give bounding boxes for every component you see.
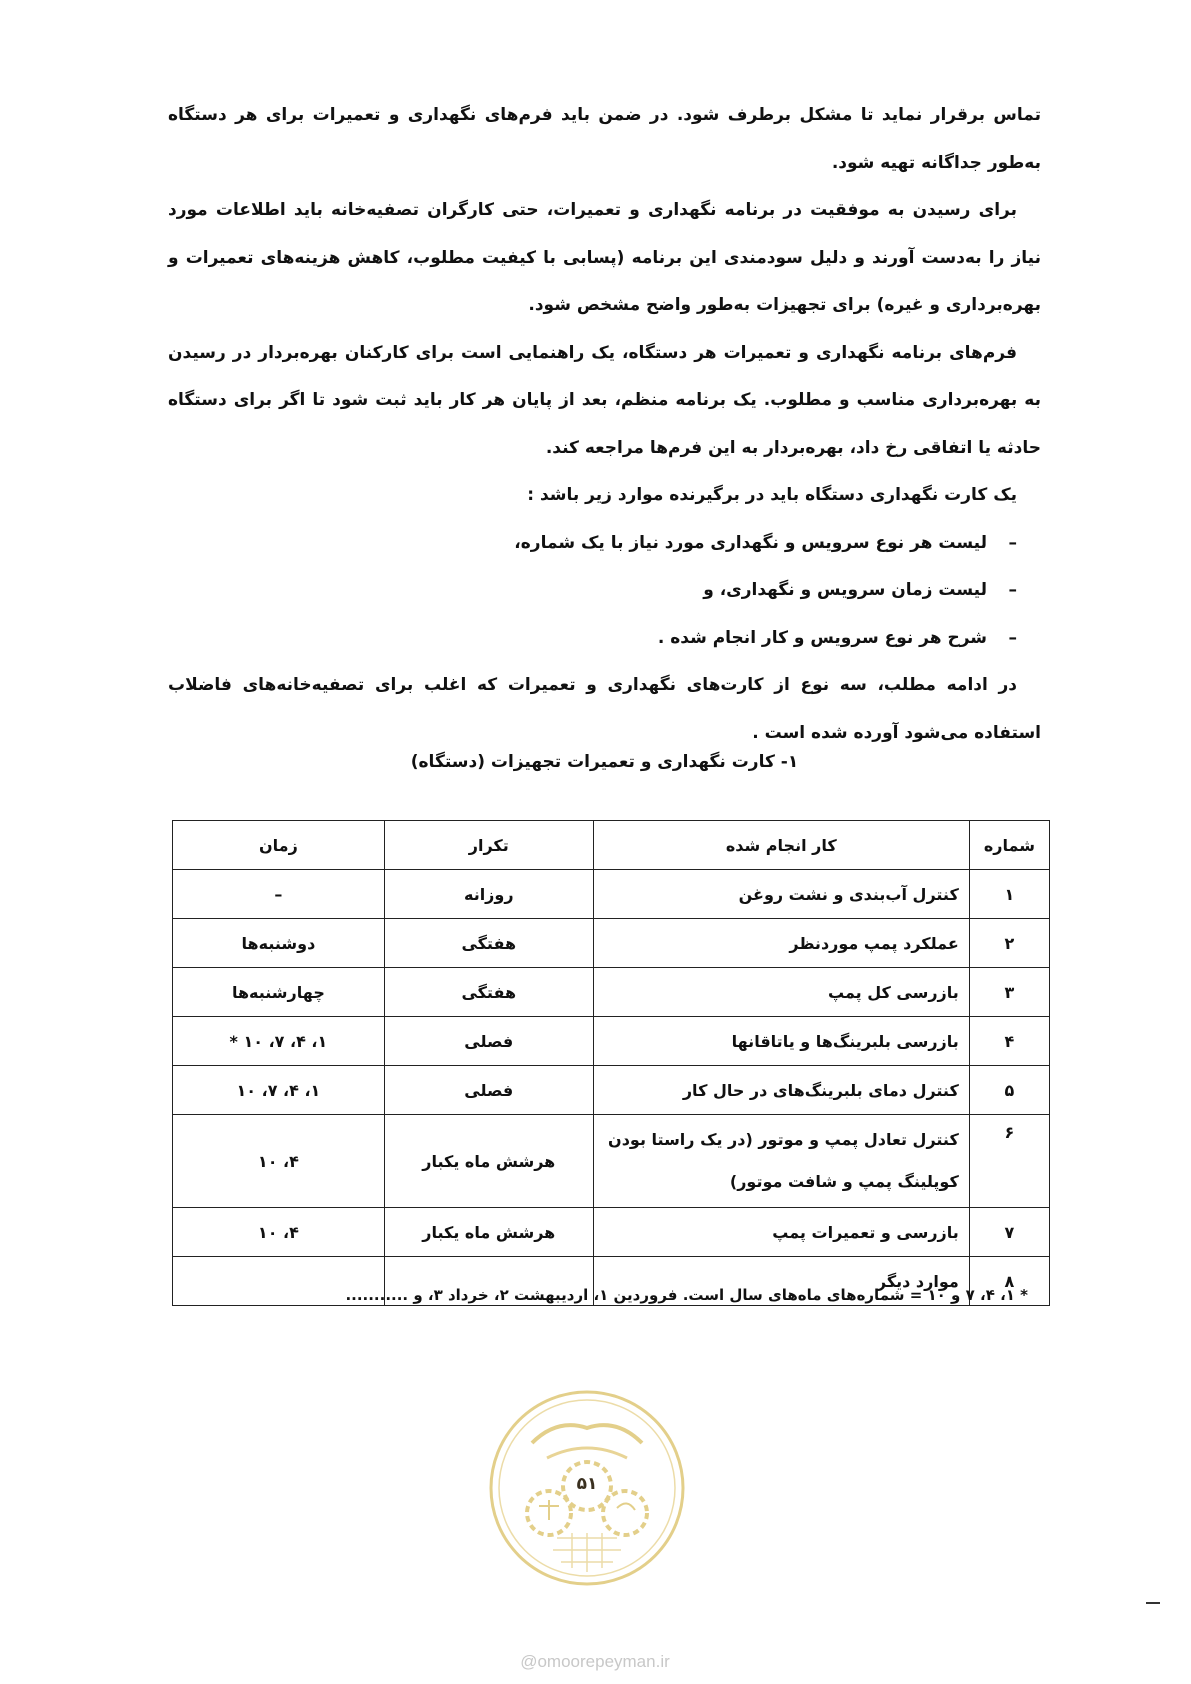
table-row bbox=[173, 968, 1050, 1017]
page-number: ۵۱ bbox=[576, 1474, 598, 1494]
cell-time: ۴، ۱۰ bbox=[173, 1208, 385, 1257]
cell-number: ۷ bbox=[969, 1208, 1049, 1257]
watermark-text: @omoorepeyman.ir bbox=[520, 1652, 670, 1671]
table-header-row bbox=[173, 821, 1050, 870]
header-frequency: تکرار bbox=[384, 821, 593, 870]
table-row bbox=[173, 870, 1050, 919]
body-text bbox=[168, 92, 1041, 757]
paragraph-5: در ادامه مطلب، سه نوع از کارت‌های نگهداری و تعمیرات که اغلب برای تصفیه‌خانه‌های فاضلاب استفاده می‌شود آورده شده است . bbox=[168, 675, 1041, 743]
maintenance-card-table bbox=[172, 820, 1050, 1306]
header-number: شماره bbox=[969, 821, 1049, 870]
cell-frequency: هرشش ماه یکبار bbox=[384, 1208, 593, 1257]
list-item: –لیست زمان سرویس و نگهداری، و bbox=[168, 567, 1017, 615]
table-row bbox=[173, 1208, 1050, 1257]
table-footnote: * ۱، ۴، ۷ و ۱۰ = شماره‌های ماه‌های سال است. فروردین ۱، اردیبهشت ۲، خرداد ۳، و ........... bbox=[345, 1286, 1028, 1304]
cell-task: موارد دیگر bbox=[593, 1257, 969, 1306]
cell-task: بازرسی بلبرینگ‌ها و یاتاقانها bbox=[593, 1017, 969, 1066]
cell-task: عملکرد پمپ موردنظر bbox=[593, 919, 969, 968]
cell-task: بازرسی و تعمیرات پمپ bbox=[593, 1208, 969, 1257]
cell-task: بازرسی کل پمپ bbox=[593, 968, 969, 1017]
omoor-peyman-seal bbox=[487, 1388, 687, 1588]
cell-frequency: هرشش ماه یکبار bbox=[384, 1115, 593, 1208]
cell-number: ۳ bbox=[969, 968, 1049, 1017]
table-row bbox=[173, 919, 1050, 968]
cell-number: ۸ bbox=[969, 1257, 1049, 1306]
cell-frequency: روزانه bbox=[384, 870, 593, 919]
paragraph-3: فرم‌های برنامه نگهداری و تعمیرات هر دستگاه، یک راهنمایی است برای کارکنان بهره‌بردار در رسیدن به بهره‌برداری مناسب و مطلوب. یک برنامه منظم، بعد از پایان هر کار باید ثبت شود تا اگر برای دستگاه حادثه یا اتفاقی رخ داد، بهره‌بردار به این فرم‌ها مراجعه کند. bbox=[168, 342, 1041, 458]
cell-number: ۴ bbox=[969, 1017, 1049, 1066]
table-row bbox=[173, 1017, 1050, 1066]
header-task: کار انجام شده bbox=[593, 821, 969, 870]
cell-task: کنترل آب‌بندی و نشت روغن bbox=[593, 870, 969, 919]
table-row bbox=[173, 1115, 1050, 1208]
bullet-dash: – bbox=[1008, 627, 1017, 648]
list-item: –لیست هر نوع سرویس و نگهداری مورد نیاز با یک شماره، bbox=[168, 520, 1017, 568]
cell-number: ۶ bbox=[969, 1115, 1049, 1208]
cell-frequency: فصلی bbox=[384, 1017, 593, 1066]
cell-number: ۲ bbox=[969, 919, 1049, 968]
paragraph-1: تماس برقرار نماید تا مشکل برطرف شود. در ضمن باید فرم‌های نگهداری و تعمیرات برای هر دستگاه به‌طور جداگانه تهیه شود. bbox=[168, 105, 1041, 173]
cell-time: ۴، ۱۰ bbox=[173, 1115, 385, 1208]
bullet-dash: – bbox=[1008, 532, 1017, 553]
cell-time: ۱، ۴، ۷، ۱۰ bbox=[173, 1066, 385, 1115]
cell-number: ۵ bbox=[969, 1066, 1049, 1115]
cell-frequency: هفتگی bbox=[384, 968, 593, 1017]
cell-number: ۱ bbox=[969, 870, 1049, 919]
cell-frequency: فصلی bbox=[384, 1066, 593, 1115]
cell-time: دوشنبه‌ها bbox=[173, 919, 385, 968]
list-item: –شرح هر نوع سرویس و کار انجام شده . bbox=[168, 615, 1017, 663]
table-row bbox=[173, 1066, 1050, 1115]
header-time: زمان bbox=[173, 821, 385, 870]
cell-task: کنترل دمای بلبرینگ‌های در حال کار bbox=[593, 1066, 969, 1115]
paragraph-4: یک کارت نگهداری دستگاه باید در برگیرنده موارد زیر باشد : bbox=[527, 485, 1017, 505]
cell-time: ۱، ۴، ۷، ۱۰ * bbox=[173, 1017, 385, 1066]
cell-frequency: هفتگی bbox=[384, 919, 593, 968]
margin-mark bbox=[1146, 1602, 1160, 1604]
cell-task: کنترل تعادل پمپ و موتور (در یک راستا بودن کوپلینگ پمپ و شافت موتور) bbox=[593, 1115, 969, 1208]
cell-time: چهارشنبه‌ها bbox=[173, 968, 385, 1017]
table-caption: ۱- کارت نگهداری و تعمیرات تجهیزات (دستگاه) bbox=[410, 752, 799, 772]
bullet-dash: – bbox=[1008, 580, 1017, 600]
paragraph-2: برای رسیدن به موفقیت در برنامه نگهداری و تعمیرات، حتی کارگران تصفیه‌خانه باید اطلاعات مورد نیاز را به‌دست آورند و دلیل سودمندی این برنامه (پسابی با کیفیت مطلوب، کاهش هزینه‌های تعمیرات و بهره‌برداری و غیره) برای تجهیزات به‌طور واضح مشخص شود. bbox=[168, 200, 1041, 315]
bullet-list bbox=[168, 520, 1041, 663]
cell-time: – bbox=[173, 870, 385, 919]
